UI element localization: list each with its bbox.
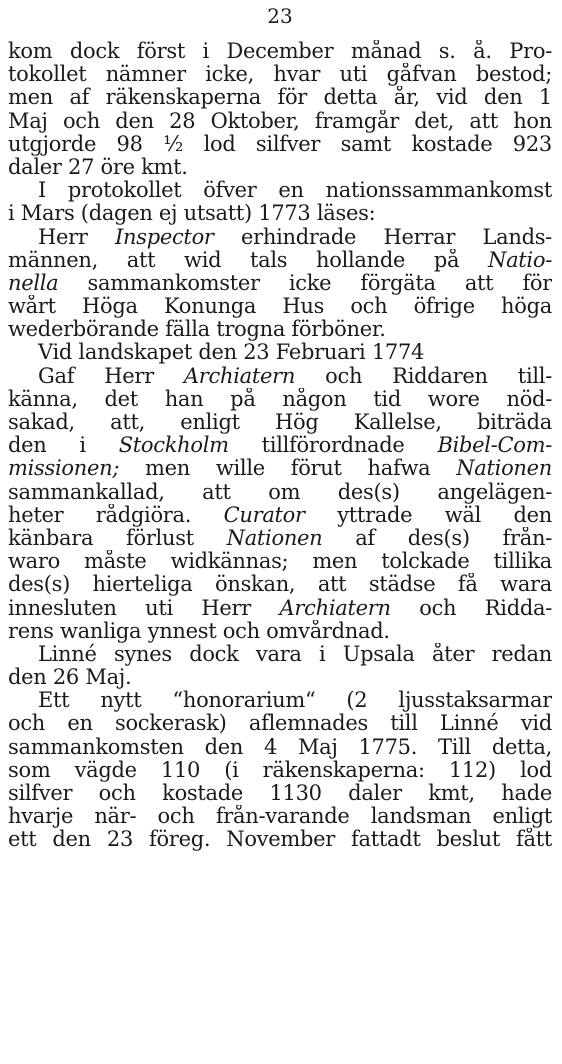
text-line <box>8 318 552 341</box>
text-line <box>8 550 552 573</box>
text-line <box>8 365 552 388</box>
text-line <box>8 86 552 109</box>
italic-text-span: nella <box>8 271 59 295</box>
text-line <box>8 504 552 527</box>
text-span: hvarje när- och från-varande landsman enligt <box>8 805 552 829</box>
italic-text-span: Archiatern <box>279 596 391 620</box>
text-line <box>8 689 552 712</box>
text-span: Gaf Herr <box>38 364 184 388</box>
italic-text-span: Archiatern <box>183 364 296 388</box>
text-span: wederbörande fälla trogna förböner. <box>8 318 386 342</box>
text-line <box>8 712 552 735</box>
text-span: Ett nytt “honorarium“ (2 ljusstaksarmar <box>38 689 552 713</box>
text-span: i Mars (dagen ej utsatt) 1773 läses: <box>8 202 376 226</box>
text-span: kom dock först i December månad s. å. Pro- <box>8 40 552 63</box>
text-span: ett den 23 föreg. November fattadt beslut fått <box>8 828 552 852</box>
text-span: känna, det han på någon tid wore nöd- <box>8 387 552 411</box>
text-line <box>8 597 552 620</box>
italic-text-span: missionen; <box>8 457 120 481</box>
text-span: sakad, att, enligt Hög Kallelse, biträda <box>8 411 552 434</box>
text-span: wårt Höga Konunga Hus och öfrige höga <box>8 295 552 319</box>
text-span: Linné synes dock vara i Upsala åter redan <box>38 642 552 666</box>
text-span: tillförordnade <box>228 434 438 458</box>
text-span: men wille förut hafwa <box>119 457 457 481</box>
text-line <box>8 249 552 272</box>
text-line <box>8 434 552 457</box>
text-span: känbara förlust <box>8 526 227 550</box>
text-span: men af räkenskaperna för detta år, vid den 1 <box>8 86 552 110</box>
text-line <box>8 481 552 504</box>
text-span: som vägde 110 (i räkenskaperna: 112) lod <box>8 758 552 782</box>
text-span: den 26 Maj. <box>8 666 132 690</box>
text-span: silfver och kostade 1130 daler kmt, hade <box>8 782 552 805</box>
text-span: Vid landskapet den 23 Februari 1774 <box>38 341 425 365</box>
text-line <box>8 202 552 225</box>
text-line <box>8 179 552 202</box>
italic-text-span: Inspector <box>115 225 214 249</box>
text-span: tokollet nämner icke, hvar uti gåfvan bestod; <box>8 63 552 87</box>
text-span: waro måste widkännas; men tolckade tillika <box>8 550 552 574</box>
text-span: och Ridda- <box>390 596 552 620</box>
text-span: heter rådgiöra. <box>8 503 224 527</box>
text-line <box>8 295 552 318</box>
text-line <box>8 759 552 782</box>
text-line <box>8 226 552 249</box>
text-line <box>8 457 552 480</box>
italic-text-span: Nationen <box>456 457 552 481</box>
text-span: daler 27 öre kmt. <box>8 155 188 179</box>
text-span: inneslutеn uti Herr <box>8 596 280 620</box>
text-span: Maj och den 28 Oktober, framgår det, att hon <box>8 109 552 133</box>
text-line <box>8 805 552 828</box>
text-line <box>8 782 552 805</box>
text-line <box>8 666 552 689</box>
text-span: sammankallad, att om des(s) angelägen- <box>8 480 552 504</box>
italic-text-span: Stockholm <box>118 434 229 458</box>
text-line <box>8 643 552 666</box>
text-line <box>8 736 552 759</box>
text-span: af des(s) från- <box>322 526 552 550</box>
text-span: utgjorde 98 ½ lod silfver samt kostade 923 <box>8 132 552 156</box>
text-line <box>8 40 552 63</box>
text-line <box>8 133 552 156</box>
text-line <box>8 156 552 179</box>
italic-text-span: Natio- <box>488 248 552 272</box>
text-span: sammankomsten den 4 Maj 1775. Till detta, <box>8 735 552 759</box>
text-span: I protokollet öfver en nationssammankomst <box>38 179 552 203</box>
text-span: rens wanliga ynnest och omvårdnad. <box>8 619 390 643</box>
page-number: 23 <box>267 4 293 28</box>
text-span: och en sockerask) aflemnades till Linné vid <box>8 712 552 736</box>
text-span: erhindrade Herrar Lands- <box>213 225 552 249</box>
text-line <box>8 341 552 364</box>
text-span: männen, att wid tals hollande på <box>8 248 488 272</box>
text-span: och Riddaren till- <box>295 364 552 388</box>
italic-text-span: Bibel-Com- <box>437 434 552 458</box>
text-line <box>8 388 552 411</box>
text-span: sammankomster icke förgäta att för <box>58 271 552 295</box>
text-span: Herr <box>38 225 115 249</box>
text-line <box>8 411 552 434</box>
text-line <box>8 527 552 550</box>
text-span: den i <box>8 434 119 458</box>
text-line <box>8 573 552 596</box>
text-line <box>8 63 552 86</box>
italic-text-span: Curator <box>223 503 305 527</box>
text-span: des(s) hierteliga önskan, att städse få wara <box>8 573 552 597</box>
text-line <box>8 828 552 851</box>
italic-text-span: Nationen <box>226 526 323 550</box>
text-span: yttrade wäl den <box>304 503 552 527</box>
text-line <box>8 110 552 133</box>
text-line <box>8 272 552 295</box>
body-text <box>8 40 552 852</box>
text-line <box>8 620 552 643</box>
